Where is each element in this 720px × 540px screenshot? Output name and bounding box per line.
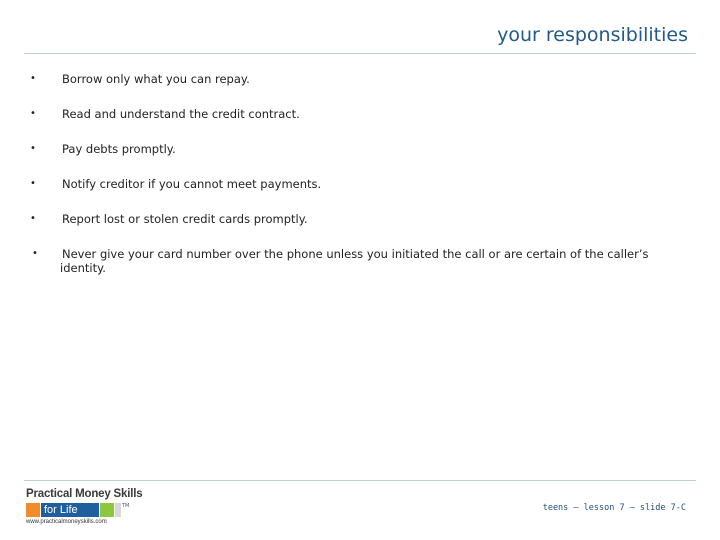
list-item: [30, 142, 670, 156]
logo-url: www.practicalmoneyskills.com: [26, 519, 107, 525]
bullet-icon: •: [30, 143, 36, 154]
logo-green-square: [100, 503, 114, 517]
logo-blue-box: [41, 503, 99, 517]
list-item: [30, 177, 670, 191]
bullet-text: Borrow only what you can repay.: [62, 72, 250, 86]
logo-orange-square: [26, 503, 40, 517]
bullet-text: Never give your card number over the phone unless you initiated the call or are certain of the caller’s identity.: [60, 247, 649, 275]
list-item: [30, 212, 670, 226]
bullet-text: Report lost or stolen credit cards promptly.: [62, 212, 308, 226]
practical-money-skills-logo: [26, 488, 166, 528]
logo-line2: for Life: [44, 504, 78, 516]
bullet-list: [30, 72, 670, 296]
bullet-icon: •: [30, 108, 36, 119]
list-item: [30, 107, 670, 121]
slide-footer: teens – lesson 7 – slide 7-C: [542, 503, 686, 513]
bullet-text: Read and understand the credit contract.: [62, 107, 300, 121]
bullet-text: Pay debts promptly.: [62, 142, 176, 156]
bullet-text: Notify creditor if you cannot meet payments.: [62, 177, 322, 191]
bottom-divider: [24, 480, 696, 481]
list-item: [30, 72, 670, 86]
bullet-icon: •: [30, 213, 36, 224]
logo-grey-square: [115, 503, 121, 517]
bullet-icon: •: [30, 178, 36, 189]
top-divider: [24, 53, 696, 54]
bullet-icon: •: [30, 73, 36, 84]
logo-line1: Practical Money Skills: [26, 488, 143, 500]
slide-title: your responsibilities: [497, 24, 688, 46]
bullet-icon: •: [32, 248, 38, 259]
list-item: [30, 247, 670, 275]
logo-trademark: TM: [122, 503, 130, 509]
